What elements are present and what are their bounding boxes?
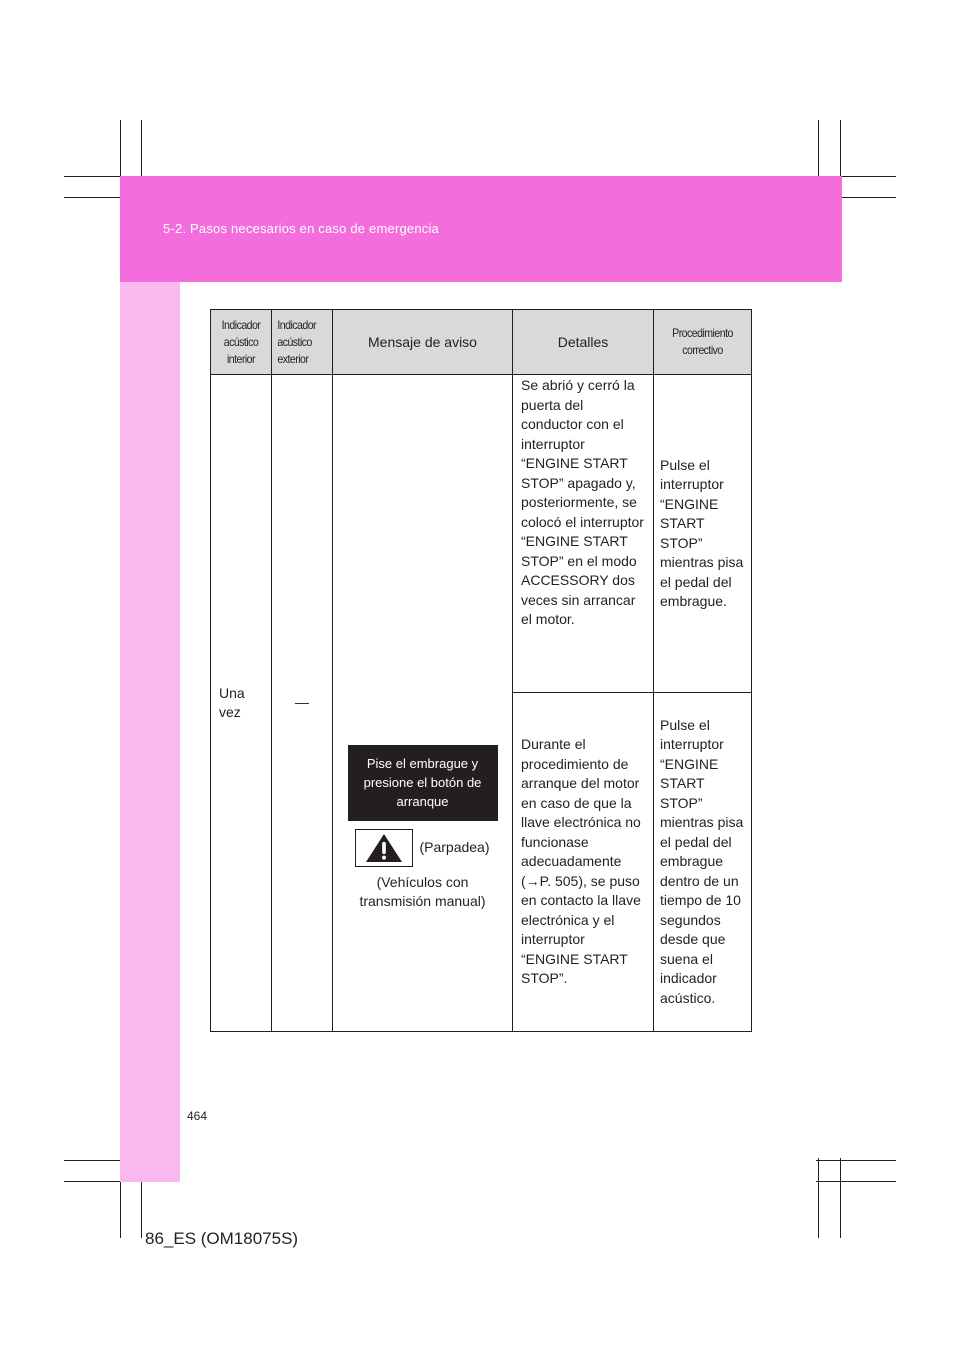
crop-mark [816, 1181, 896, 1182]
crop-mark [818, 1158, 819, 1238]
crop-mark [840, 1158, 841, 1238]
header-exterior-line: acústico [277, 334, 312, 349]
warning-table [210, 309, 752, 1032]
crop-mark [816, 1160, 896, 1161]
procedure-cell: Pulse el interruptor “ENGINE START STOP” mientras pisa el pedal del embrague. [654, 375, 752, 693]
vehicle-note: (Vehículos con transmisión manual) [359, 873, 486, 909]
section-title: 5-2. Pasos necesarios en caso de emergencia [163, 221, 439, 236]
display-message: Pise el embrague y presione el botón de arranque [348, 745, 498, 821]
header-exterior-buzzer [272, 310, 333, 375]
interior-beep-cell: Una vez [211, 375, 272, 1032]
table-header-row [211, 310, 752, 375]
header-corrective-procedure: Procedimiento correctivo [654, 310, 752, 375]
procedure-cell: Pulse el interruptor “ENGINE START STOP” mientras pisa el pedal del embrague dentro de un tiempo de 10 segundos desde que suena el indicador acústico. [654, 693, 752, 1032]
document-code: 86_ES (OM18075S) [145, 1229, 299, 1248]
header-details: Detalles [513, 310, 654, 375]
header-exterior-line: exterior [277, 351, 309, 366]
header-exterior-line: Indicador [277, 317, 317, 332]
page-number: 464 [187, 1109, 208, 1123]
header-interior-buzzer: Indicador acústico interior [211, 310, 272, 375]
detail-cell: Durante el procedimiento de arranque del motor en caso de que la llave electrónica no funcionase adecuadamente (→P. 505), se puso en contacto la llave electrónica y el interruptor “ENGINE START STOP”. [513, 693, 654, 1032]
side-margin-band [120, 282, 180, 1182]
detail-cell: Se abrió y cerró la puerta del conductor con el interruptor “ENGINE START STOP” apagado y, posteriormente, se colocó el interruptor “ENGINE START STOP” en el modo ACCESSORY dos veces sin arrancar el motor. [513, 375, 654, 693]
exterior-beep-cell: — [272, 375, 333, 1032]
warning-triangle-icon [355, 829, 413, 867]
header-warning-message: Mensaje de aviso [333, 310, 513, 375]
blink-label: (Parpadea) [419, 838, 490, 855]
warning-message-cell [333, 375, 513, 1032]
blink-indicator [333, 829, 512, 867]
table-row [211, 375, 752, 693]
